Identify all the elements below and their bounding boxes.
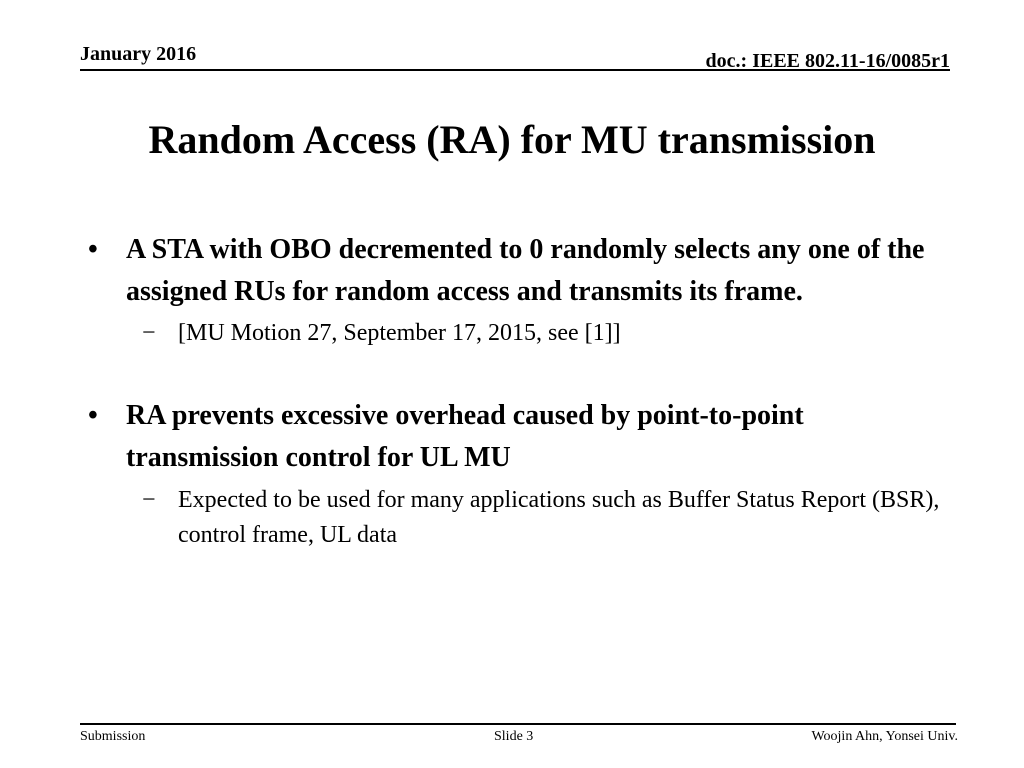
bullet-text: A STA with OBO decremented to 0 randomly selects any one of the assigned RUs for random access and transmits its frame. (126, 234, 925, 307)
bullet-item (80, 229, 950, 313)
header-divider (80, 69, 950, 71)
sub-bullet-text: Expected to be used for many applications such as Buffer Status Report (BSR), control frame, UL data (178, 487, 940, 548)
bullet-item (80, 395, 950, 479)
footer-slide-number: Slide 3 (494, 729, 534, 744)
sub-bullet-text: [MU Motion 27, September 17, 2015, see [1]] (178, 320, 621, 346)
bullet-group (80, 229, 950, 351)
header-doc-id: doc.: IEEE 802.11-16/0085r1 (705, 50, 950, 72)
footer-submission: Submission (80, 729, 146, 744)
slide-title: Random Access (RA) for MU transmission (148, 117, 876, 162)
bullet-text: RA prevents excessive overhead caused by point-to-point transmission control for UL MU (126, 400, 804, 473)
sub-bullet-item (80, 316, 950, 351)
sub-bullet-marker: − (142, 320, 156, 346)
bullet-marker: • (88, 234, 98, 265)
header-date: January 2016 (80, 43, 197, 65)
sub-bullet-marker: − (142, 487, 156, 513)
footer-author: Woojin Ahn, Yonsei Univ. (811, 729, 958, 744)
footer-divider (80, 723, 956, 725)
bullet-marker: • (88, 400, 98, 431)
bullet-group (80, 395, 950, 553)
slide-body (80, 229, 950, 553)
sub-bullet-item (80, 483, 950, 553)
